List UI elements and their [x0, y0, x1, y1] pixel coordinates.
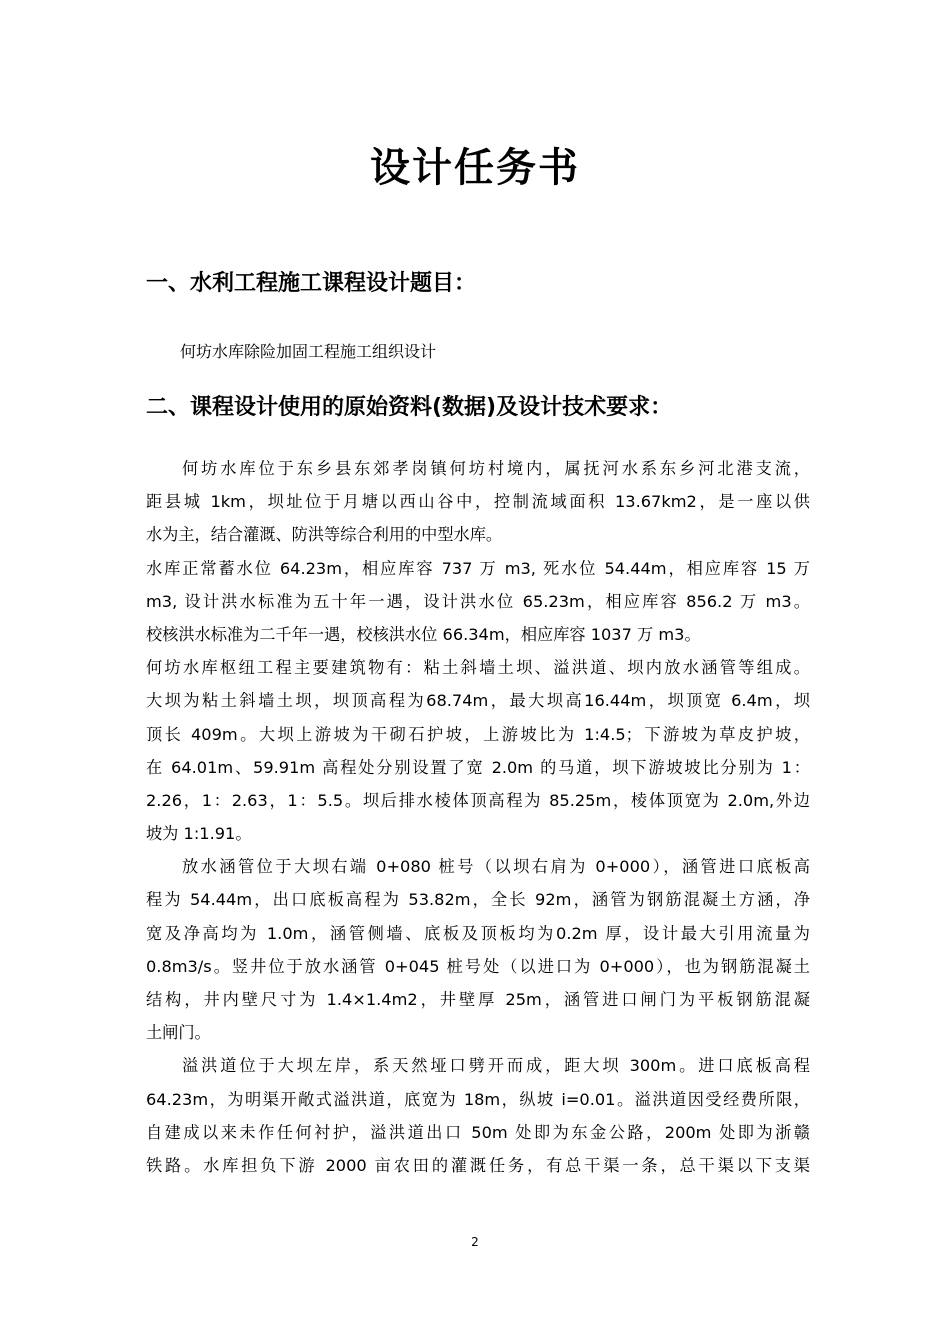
- paragraph-line: 坡为 1:1.91。: [146, 824, 252, 844]
- paragraph-line: 铁路。水库担负下游 2000 亩农田的灌溉任务，有总干渠一条，总干渠以下支渠: [146, 1155, 810, 1175]
- paragraph-line: 放水涵管位于大坝右端 0+080 桩号（以坝右肩为 0+000），涵管进口底板高: [182, 857, 810, 877]
- paragraph-line: 2.26，1：2.63，1：5.5。坝后排水棱体顶高程为 85.25m，棱体顶宽为 2.0m,外边: [146, 790, 810, 810]
- paragraph-line: 在 64.01m、59.91m 高程处分别设置了宽 2.0m 的马道，坝下游坡坡比分别为 1：: [146, 757, 810, 777]
- section-2-heading: 二、课程设计使用的原始资料(数据)及设计技术要求：: [146, 395, 673, 420]
- paragraph-line: 结构，井内壁尺寸为 1.4×1.4m2，井壁厚 25m，涵管进口闸门为平板钢筋混凝: [146, 990, 810, 1009]
- paragraph-line: m3, 设计洪水标准为五十年一遇，设计洪水位 65.23m，相应库容 856.2 万 m3。: [146, 591, 810, 611]
- paragraph-line: 水为主，结合灌溉、防洪等综合利用的中型水库。: [146, 525, 503, 545]
- section-2-body: [146, 452, 810, 1182]
- paragraph-line: 大坝为粘土斜墙土坝，坝顶高程为68.74m，最大坝高16.44m，坝顶宽 6.4m，坝: [146, 691, 810, 711]
- design-topic: 何坊水库除险加固工程施工组织设计: [180, 342, 437, 361]
- paragraph-line: 64.23m，为明渠开敞式溢洪道，底宽为 18m，纵坡 i=0.01。溢洪道因受经费所限，: [146, 1089, 810, 1109]
- paragraph-line: 自建成以来未作任何衬护，溢洪道出口 50m 处即为东金公路，200m 处即为浙赣: [146, 1122, 810, 1142]
- paragraph-line: 土闸门。: [146, 1023, 211, 1043]
- paragraph-line: 宽及净高均为 1.0m，涵管侧墙、底板及顶板均为0.2m 厚，设计最大引用流量为: [146, 923, 810, 943]
- paragraph-line: 溢洪道位于大坝左岸，系天然垭口劈开而成，距大坝 300m。进口底板高程: [182, 1056, 810, 1076]
- paragraph-line: 距县城 1km，坝址位于月塘以西山谷中，控制流域面积 13.67km2，是一座以供: [146, 492, 810, 512]
- page-number: 2: [471, 1235, 479, 1249]
- paragraph-line: 何坊水库枢纽工程主要建筑物有：粘土斜墙土坝、溢洪道、坝内放水涵管等组成。: [146, 658, 810, 678]
- paragraph-line: 何坊水库位于东乡县东郊孝岗镇何坊村境内，属抚河水系东乡河北港支流，: [182, 459, 810, 478]
- document-title: 设计任务书: [370, 145, 580, 191]
- paragraph-line: 校核洪水标准为二千年一遇，校核洪水位 66.34m，相应库容 1037 万 m3。: [146, 624, 701, 644]
- paragraph-line: 水库正常蓄水位 64.23m，相应库容 737 万 m3, 死水位 54.44m，相应库容 15 万: [146, 558, 810, 578]
- paragraph-line: 0.8m3/s。竖井位于放水涵管 0+045 桩号处（以进口为 0+000），也为钢筋混凝土: [146, 956, 810, 976]
- section-1-heading: 一、水利工程施工课程设计题目：: [146, 271, 477, 296]
- paragraph-line: 程为 54.44m，出口底板高程为 53.82m，全长 92m，涵管为钢筋混凝土方涵，净: [146, 890, 810, 910]
- paragraph-line: 顶长 409m。大坝上游坡为干砌石护坡，上游坡比为 1:4.5；下游坡为草皮护坡，: [146, 724, 810, 744]
